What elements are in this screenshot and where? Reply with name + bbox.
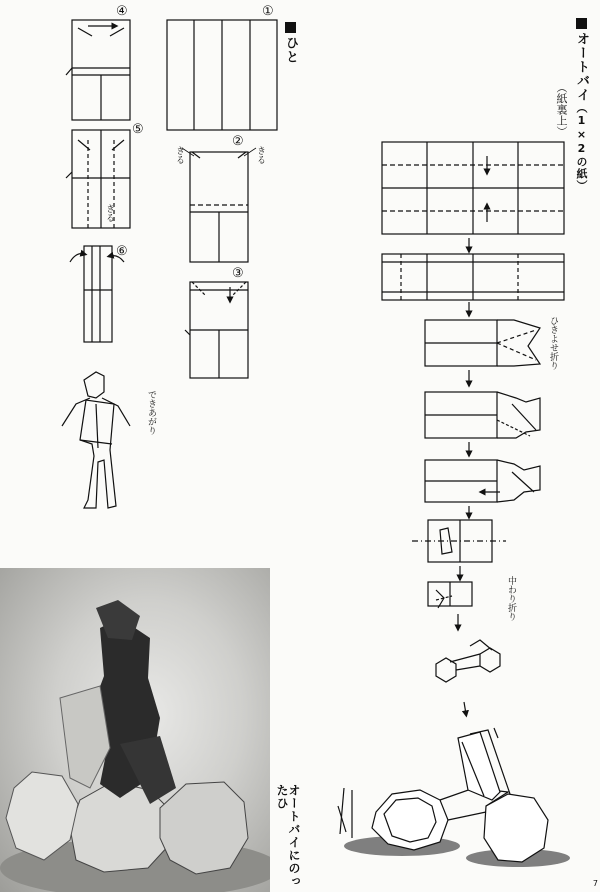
step-number-3: ③ — [232, 266, 244, 281]
cut-label-right: きる — [255, 146, 265, 164]
hito-step1-diagram — [167, 20, 277, 130]
hito-finished-figure — [62, 372, 130, 508]
step-number-1: ① — [262, 4, 274, 19]
autobai-title: オートバイ — [574, 32, 589, 102]
autobai-step6-diagram — [412, 520, 506, 562]
motorcycle-photo — [0, 568, 270, 892]
finished-label: できあがり — [146, 390, 156, 435]
page-number: 7 — [592, 879, 598, 888]
autobai-step8-diagram — [436, 640, 500, 682]
autobai-step2-diagram — [382, 254, 564, 300]
autobai-subtitle: （1×2の紙） — [575, 102, 588, 192]
step-number-4: ④ — [116, 4, 128, 19]
hito-title: ひと — [283, 36, 298, 64]
hito-step2-diagram — [182, 148, 256, 262]
hito-step5-diagram — [66, 130, 130, 228]
hito-step4-diagram — [66, 20, 130, 120]
autobai-step1-diagram — [382, 142, 564, 234]
nakawari-label: 中わり折り — [506, 576, 516, 621]
autobai-step3-diagram — [425, 320, 540, 366]
cut-label-step5: きる — [104, 204, 114, 222]
hikiyose-label: ひきよせ折り — [548, 316, 558, 370]
step-number-2: ② — [232, 134, 244, 149]
autobai-step7-diagram — [428, 582, 472, 608]
autobai-section-title — [575, 18, 588, 192]
photo-caption: オートバイにのったひ — [275, 784, 301, 888]
hito-step3-diagram — [185, 282, 248, 378]
photo-subject — [0, 568, 270, 892]
cut-label-left: きる — [174, 146, 184, 164]
hito-section-title — [284, 22, 297, 64]
section-marker — [285, 22, 296, 33]
step-number-5: ⑤ — [132, 122, 144, 137]
autobai-paper-note: （紙裏上） — [555, 82, 568, 137]
autobai-finished-figure — [338, 728, 570, 867]
step-number-6: ⑥ — [116, 244, 128, 259]
autobai-step5-diagram — [425, 460, 540, 502]
hito-step6-diagram — [70, 246, 124, 342]
flow-arrow-8 — [464, 702, 466, 714]
autobai-step4-diagram — [425, 392, 540, 438]
section-marker — [576, 18, 587, 29]
